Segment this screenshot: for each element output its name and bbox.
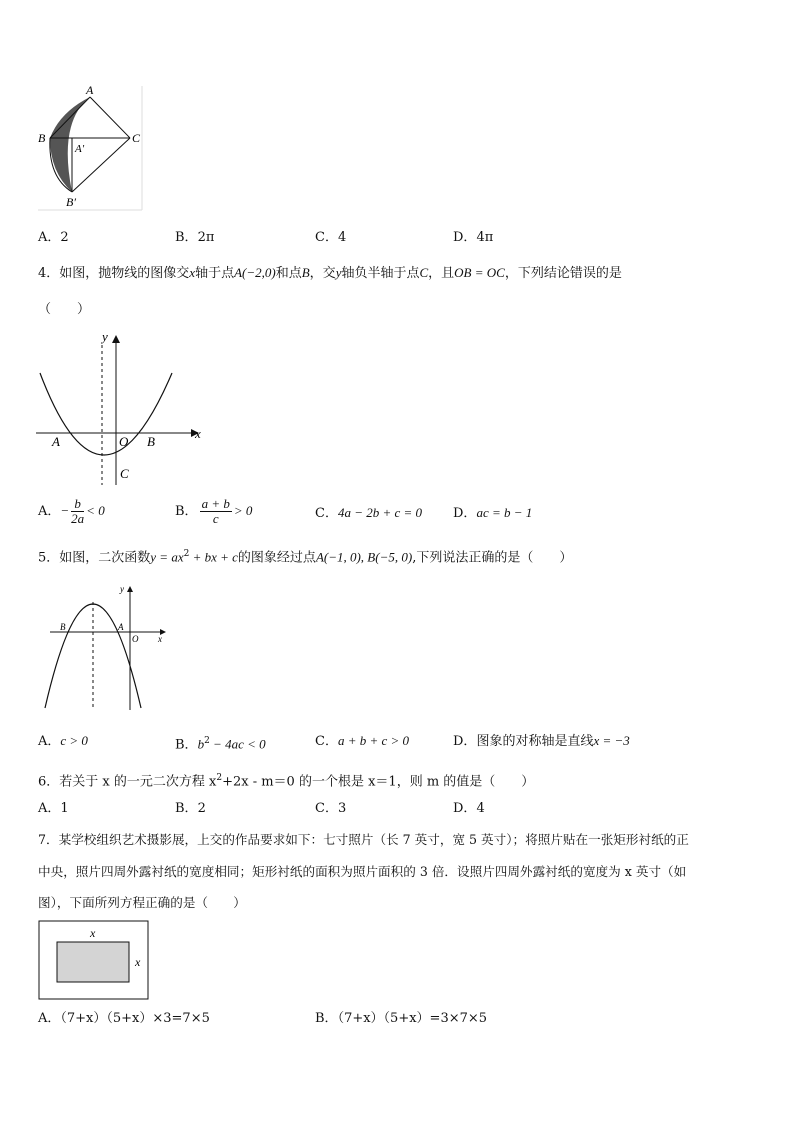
q4-paren: （ ） bbox=[38, 302, 91, 317]
q4-option-a[interactable]: A．− $\frac{b}{2a}$ < 0 bbox=[38, 496, 105, 526]
q5-option-b[interactable]: B．$b^2 - 4ac < 0$ bbox=[175, 736, 266, 753]
q7-figure bbox=[38, 920, 150, 1002]
q7-option-b[interactable]: B．（7+x）（5+x）=3×7×5 bbox=[315, 1011, 488, 1026]
q6-option-b[interactable]: B．2 bbox=[175, 801, 206, 816]
q5-option-a[interactable]: A．c > 0 bbox=[38, 733, 88, 749]
q5-label-B: B bbox=[60, 622, 66, 632]
q3-option-d[interactable]: D．4π bbox=[453, 230, 494, 245]
q7-stem-line-3: 图），下面所列方程正确的是（ ） bbox=[38, 895, 246, 910]
q3-label-B-prime: B′ bbox=[66, 195, 76, 209]
q6-option-c[interactable]: C．3 bbox=[315, 801, 347, 816]
q5-option-d[interactable]: D．图象的对称轴是直线x = −3 bbox=[453, 733, 630, 749]
q3-label-B: B bbox=[38, 131, 46, 145]
q5-label-O: O bbox=[132, 634, 139, 644]
q4-label-O: O bbox=[119, 434, 129, 449]
q4-option-d[interactable]: D．ac = b − 1 bbox=[453, 505, 533, 521]
q4-label-x: x bbox=[195, 426, 201, 441]
q5-label-y: y bbox=[120, 584, 124, 594]
q3-label-A-prime: A′ bbox=[75, 143, 85, 155]
q4-label-C: C bbox=[120, 466, 129, 481]
q5-figure bbox=[40, 580, 180, 715]
q3-option-b[interactable]: B．2π bbox=[175, 230, 215, 245]
q7-stem-line-1: 7．某学校组织艺术摄影展，上交的作品要求如下：七寸照片（长 7 英寸，宽 5 英寸）；将照片贴在一张矩形衬纸的正 bbox=[38, 832, 689, 847]
q5-option-c[interactable]: C．a + b + c > 0 bbox=[315, 733, 410, 749]
q7-label-x-right: x bbox=[135, 955, 141, 969]
q7-photo bbox=[57, 942, 129, 982]
q5-stem: 5．如图，二次函数$y = ax^2$ + bx + c的图象经过点A(−1, 0), B(−5, 0),下列说法正确的是（ ） bbox=[38, 549, 573, 566]
q3-option-c[interactable]: C．4 bbox=[315, 230, 347, 245]
q4-figure bbox=[36, 325, 211, 490]
q7-label-x-top: x bbox=[90, 926, 96, 940]
q5-label-A: A bbox=[118, 622, 124, 632]
q4-option-b[interactable]: B． $\frac{a + b}{c}$ > 0 bbox=[175, 496, 253, 526]
q7-stem-line-2: 中央，照片四周外露衬纸的宽度相同；矩形衬纸的面积为照片面积的 3 倍．设照片四周外露衬纸的宽度为 x 英寸（如 bbox=[38, 864, 687, 879]
q3-label-A: A bbox=[86, 83, 94, 97]
q6-option-d[interactable]: D．4 bbox=[453, 801, 485, 816]
q5-label-x: x bbox=[158, 634, 162, 644]
q3-option-a[interactable]: A．2 bbox=[38, 230, 69, 245]
q4-label-A: A bbox=[52, 434, 60, 449]
q4-label-y: y bbox=[102, 329, 108, 344]
q3-figure bbox=[30, 82, 150, 212]
q4-stem: 4．如图，抛物线的图像交x轴于点A(−2,0)和点B，交y轴负半轴于点C，且OB = OC，下列结论错误的是 bbox=[38, 265, 622, 281]
q6-stem: 6．若关于 x 的一元二次方程 $x^2+2x - m=0$ 的一个根是 x＝1，则 m 的值是（ ） bbox=[38, 773, 535, 790]
q4-option-c[interactable]: C．4a − 2b + c = 0 bbox=[315, 505, 423, 521]
q7-option-a[interactable]: A．（7+x）（5+x）×3=7×5 bbox=[38, 1011, 210, 1026]
q3-label-C: C bbox=[132, 131, 141, 145]
q4-label-B: B bbox=[147, 434, 155, 449]
q6-option-a[interactable]: A．1 bbox=[38, 801, 69, 816]
